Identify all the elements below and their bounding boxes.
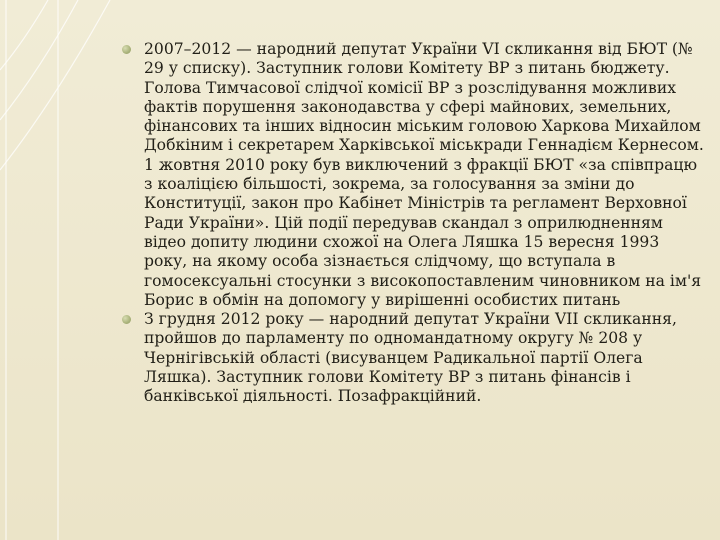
bullet-list [122,40,707,407]
bullet-text: 2007–2012 — народний депутат України VI скликання від БЮТ (№ 29 у списку). Заступник голови Комітету ВР з питань бюджету. Голова Тимчасової слідчої комісії ВР з розслідування можливих фактів порушення законодавства у сфері майнових, земельних, фінансових та інших відносин міським головою Харкова Михайлом Добкіним і секретарем Харківської міськради Геннадієм Кернесом. 1 жовтня 2010 року був виключений з фракції БЮТ «за співпрацю з коаліцією більшості, зокрема, за голосування за зміни до Конституції, закон про Кабінет Міністрів та регламент Верховної Ради України». Цій події передував скандал з оприлюдненням відео допиту людини схожої на Олега Ляшка 15 вересня 1993 року, на якому особа зізнається слідчому, що вступала в гомосексуальні стосунки з високопоставленим чиновником на ім'я Борис в обмін на допомогу у вирішенні особистих питань [144,40,704,309]
bullet-item-term-vii [122,310,707,406]
bullet-item-term-vi [122,40,707,310]
bullet-text: З грудня 2012 року — народний депутат України VII скликання, пройшов до парламенту по одномандатному округу № 208 у Чернігівській області (висуванцем Радикальної партії Олега Ляшка). Заступник голови Комітету ВР з питань фінансів і банківської діяльності. Позафракційний. [144,310,677,406]
bullet-dot-icon [122,315,131,324]
bullet-dot-icon [122,45,131,54]
